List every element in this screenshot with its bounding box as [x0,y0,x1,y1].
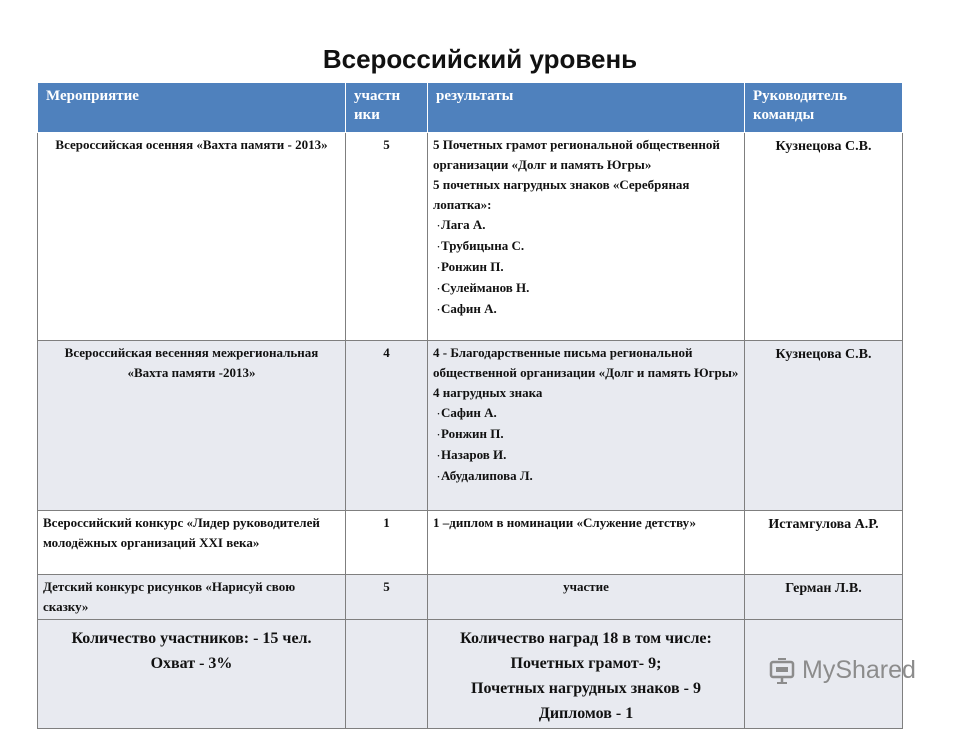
event-cell: Детский конкурс рисунков «Нарисуй свою сказку» [38,575,346,620]
table-row [38,341,903,511]
totals-empty-cell [346,620,428,729]
results-cell [428,341,745,511]
result-item: ·Трубицына С. [437,238,525,254]
page-title: Всероссийский уровень [322,44,638,74]
leader-cell: Герман Л.В. [745,575,903,620]
table-row [38,511,903,575]
leader-cell: Кузнецова С.В. [745,341,903,511]
result-item: ·Абудалипова Л. [437,468,533,484]
result-line: 1 –диплом в номинации «Служение детству» [433,515,697,530]
table-row [38,133,903,341]
result-item: ·Лага А. [437,217,486,232]
header-participants-line-2: ики [354,107,380,123]
result-item: ·Сафин А. [437,301,497,317]
total-awards: Количество наград 18 в том числе: [460,630,712,647]
header-leader [745,83,903,133]
result-item: ·Сафин А. [437,405,497,420]
result-line: 4 - Благодарственные письма региональной общественной организации «Долг и память Югры» [433,345,739,380]
total-diplomas: Дипломов - 1 [538,705,634,722]
header-participants-line-1: участн [354,88,401,104]
table-row [38,575,903,620]
totals-participants-cell [38,620,346,729]
event-cell: Всероссийская осенняя «Вахта памяти - 2013» [38,133,346,341]
participants-cell: 5 [346,575,428,620]
watermark [768,656,916,685]
header-results: результаты [428,83,745,133]
total-badges: Почетных нагрудных знаков - 9 [471,680,701,697]
header-leader-line-2: команды [753,107,815,123]
result-line: 5 почетных нагрудных знаков «Серебряная лопатка»: [433,177,690,212]
participants-cell: 4 [346,341,428,511]
watermark-text: MyShared [802,656,916,684]
results-cell [428,575,745,620]
total-certificates: Почетных грамот- 9; [510,655,662,672]
header-event: Мероприятие [38,83,346,133]
header-leader-line-1: Руководитель [753,88,847,104]
result-item: ·Назаров И. [437,447,507,463]
result-line: 4 нагрудных знака [433,385,543,400]
participants-cell: 1 [346,511,428,575]
result-item: ·Ронжин П. [437,426,504,442]
result-item: ·Ронжин П. [437,259,504,275]
leader-cell: Истамгулова А.Р. [745,511,903,575]
leader-cell: Кузнецова С.В. [745,133,903,341]
results-cell [428,133,745,341]
results-cell [428,511,745,575]
header-participants [346,83,428,133]
event-cell: Всероссийская весенняя межрегиональная «Вахта памяти -2013» [38,341,346,511]
total-coverage: Охват - 3% [150,655,233,672]
total-participants: Количество участников: - 15 чел. [71,630,312,647]
presentation-icon [768,658,796,684]
table-header-row [38,83,903,133]
event-cell: Всероссийский конкурс «Лидер руководителей молодёжных организаций XXI века» [38,511,346,575]
result-line: 5 Почетных грамот региональной общественной организации «Долг и память Югры» [433,137,720,172]
results-table [37,82,903,729]
result-line: участие [563,579,609,594]
totals-awards-cell [428,620,745,729]
result-item: ·Сулейманов Н. [437,280,530,296]
participants-cell: 5 [346,133,428,341]
